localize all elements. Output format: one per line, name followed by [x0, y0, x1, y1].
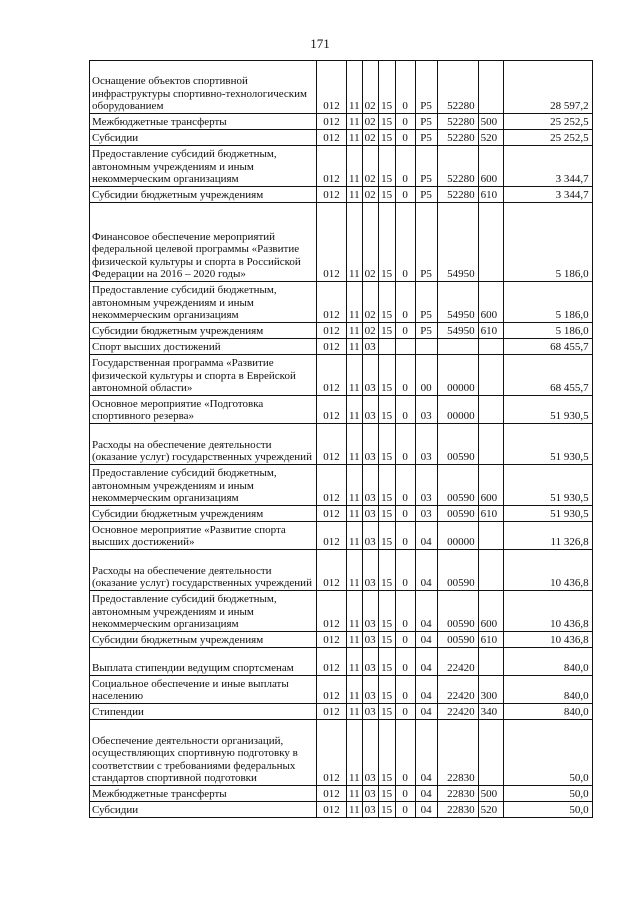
row-subsection-code: 03 [362, 676, 378, 704]
row-section-code: 11 [347, 704, 363, 720]
row-name: Оснащение объектов спортивной инфраструктуры спортивно-технологическим оборудованием [90, 61, 317, 114]
row-section-code: 11 [347, 522, 363, 550]
row-section-code: 11 [347, 550, 363, 591]
row-grbs-code: 012 [317, 424, 347, 465]
row-section-code: 11 [347, 396, 363, 424]
row-amount: 28 597,2 [503, 61, 592, 114]
row-grbs-code: 012 [317, 802, 347, 818]
row-amount: 5 186,0 [503, 282, 592, 323]
row-section-code: 11 [347, 203, 363, 282]
row-amount: 10 436,8 [503, 632, 592, 648]
table-row [90, 61, 593, 114]
row-direction-code: 22830 [437, 720, 478, 786]
row-subsection-code: 03 [362, 424, 378, 465]
row-expense-type-code: 500 [478, 786, 503, 802]
row-grbs-code: 012 [317, 323, 347, 339]
row-section-code: 11 [347, 506, 363, 522]
row-expense-type-code: 610 [478, 632, 503, 648]
table-row [90, 591, 593, 632]
row-section-code: 11 [347, 339, 363, 355]
row-subsection-code: 03 [362, 465, 378, 506]
row-event-code: P5 [415, 146, 437, 187]
row-section-code: 11 [347, 720, 363, 786]
row-direction-code: 22420 [437, 648, 478, 676]
row-program-code: 15 [378, 130, 395, 146]
table-row [90, 114, 593, 130]
row-program-code: 15 [378, 648, 395, 676]
row-subprogram-code: 0 [395, 465, 415, 506]
row-subprogram-code: 0 [395, 424, 415, 465]
row-program-code: 15 [378, 424, 395, 465]
row-grbs-code: 012 [317, 203, 347, 282]
table-body [90, 61, 593, 818]
row-section-code: 11 [347, 130, 363, 146]
row-expense-type-code: 600 [478, 282, 503, 323]
page-number: 171 [310, 36, 330, 51]
row-expense-type-code: 520 [478, 130, 503, 146]
row-event-code: P5 [415, 282, 437, 323]
table-row [90, 339, 593, 355]
row-name: Межбюджетные трансферты [90, 786, 317, 802]
row-expense-type-code: 600 [478, 591, 503, 632]
row-expense-type-code [478, 396, 503, 424]
row-direction-code: 22420 [437, 676, 478, 704]
row-amount: 840,0 [503, 676, 592, 704]
table-row [90, 704, 593, 720]
row-name: Финансовое обеспечение мероприятий федеральной целевой программы «Развитие физической культуры и спорта в Российской Федерации на 2016 – 2020 годы» [90, 203, 317, 282]
row-program-code: 15 [378, 591, 395, 632]
budget-table [89, 60, 593, 818]
row-program-code: 15 [378, 61, 395, 114]
row-event-code: 00 [415, 355, 437, 396]
table-row [90, 632, 593, 648]
row-subprogram-code: 0 [395, 786, 415, 802]
row-grbs-code: 012 [317, 648, 347, 676]
row-expense-type-code: 520 [478, 802, 503, 818]
table-row [90, 323, 593, 339]
row-program-code: 15 [378, 522, 395, 550]
row-subprogram-code: 0 [395, 802, 415, 818]
row-event-code: 04 [415, 786, 437, 802]
row-grbs-code: 012 [317, 130, 347, 146]
table-row [90, 203, 593, 282]
row-event-code: P5 [415, 323, 437, 339]
row-subsection-code: 02 [362, 114, 378, 130]
table-row [90, 506, 593, 522]
row-grbs-code: 012 [317, 632, 347, 648]
row-subprogram-code: 0 [395, 187, 415, 203]
row-program-code: 15 [378, 786, 395, 802]
row-subprogram-code: 0 [395, 591, 415, 632]
row-amount: 25 252,5 [503, 130, 592, 146]
row-name: Основное мероприятие «Подготовка спортивного резерва» [90, 396, 317, 424]
row-direction-code: 52280 [437, 187, 478, 203]
row-expense-type-code [478, 720, 503, 786]
row-expense-type-code [478, 648, 503, 676]
row-expense-type-code: 610 [478, 506, 503, 522]
row-name: Государственная программа «Развитие физической культуры и спорта в Еврейской автономной области» [90, 355, 317, 396]
table-row [90, 522, 593, 550]
row-subprogram-code: 0 [395, 61, 415, 114]
row-name: Предоставление субсидий бюджетным, автономным учреждениям и иным некоммерческим организациям [90, 282, 317, 323]
row-name: Расходы на обеспечение деятельности (оказание услуг) государственных учреждений [90, 550, 317, 591]
table-row [90, 282, 593, 323]
row-amount: 50,0 [503, 786, 592, 802]
row-subprogram-code [395, 339, 415, 355]
table-row [90, 802, 593, 818]
row-program-code: 15 [378, 465, 395, 506]
table-row [90, 465, 593, 506]
row-event-code: 04 [415, 632, 437, 648]
row-subsection-code: 03 [362, 802, 378, 818]
row-grbs-code: 012 [317, 146, 347, 187]
row-grbs-code: 012 [317, 786, 347, 802]
row-event-code: 04 [415, 648, 437, 676]
row-section-code: 11 [347, 676, 363, 704]
row-direction-code: 00000 [437, 522, 478, 550]
row-event-code: 04 [415, 802, 437, 818]
row-program-code: 15 [378, 720, 395, 786]
table-row [90, 720, 593, 786]
row-name: Субсидии бюджетным учреждениям [90, 323, 317, 339]
row-name: Субсидии бюджетным учреждениям [90, 506, 317, 522]
row-event-code: 04 [415, 550, 437, 591]
row-name: Спорт высших достижений [90, 339, 317, 355]
row-subprogram-code: 0 [395, 676, 415, 704]
row-expense-type-code: 500 [478, 114, 503, 130]
row-name: Субсидии [90, 130, 317, 146]
row-amount: 5 186,0 [503, 203, 592, 282]
row-direction-code: 00590 [437, 506, 478, 522]
row-name: Стипендии [90, 704, 317, 720]
row-subprogram-code: 0 [395, 704, 415, 720]
row-name: Предоставление субсидий бюджетным, автономным учреждениям и иным некоммерческим организациям [90, 146, 317, 187]
table-row [90, 550, 593, 591]
table-row [90, 396, 593, 424]
row-amount: 51 930,5 [503, 396, 592, 424]
row-direction-code: 54950 [437, 203, 478, 282]
row-event-code: 04 [415, 704, 437, 720]
row-section-code: 11 [347, 146, 363, 187]
row-expense-type-code: 610 [478, 323, 503, 339]
row-amount: 51 930,5 [503, 506, 592, 522]
row-subsection-code: 03 [362, 720, 378, 786]
row-program-code: 15 [378, 506, 395, 522]
row-amount: 68 455,7 [503, 355, 592, 396]
row-program-code: 15 [378, 550, 395, 591]
row-program-code: 15 [378, 355, 395, 396]
row-name: Обеспечение деятельности организаций, осуществляющих спортивную подготовку в соответствии с требованиями федеральных стандартов спортивной подготовки [90, 720, 317, 786]
row-direction-code: 22420 [437, 704, 478, 720]
row-name: Субсидии [90, 802, 317, 818]
row-direction-code: 00000 [437, 355, 478, 396]
row-section-code: 11 [347, 632, 363, 648]
row-subprogram-code: 0 [395, 323, 415, 339]
row-event-code [415, 339, 437, 355]
row-amount: 10 436,8 [503, 591, 592, 632]
row-subprogram-code: 0 [395, 282, 415, 323]
row-grbs-code: 012 [317, 522, 347, 550]
row-section-code: 11 [347, 424, 363, 465]
row-direction-code: 00000 [437, 396, 478, 424]
table-row [90, 424, 593, 465]
row-name: Предоставление субсидий бюджетным, автономным учреждениям и иным некоммерческим организациям [90, 465, 317, 506]
row-direction-code: 00590 [437, 424, 478, 465]
row-subprogram-code: 0 [395, 522, 415, 550]
row-grbs-code: 012 [317, 355, 347, 396]
row-grbs-code: 012 [317, 506, 347, 522]
row-section-code: 11 [347, 355, 363, 396]
row-expense-type-code: 300 [478, 676, 503, 704]
row-grbs-code: 012 [317, 282, 347, 323]
row-event-code: 03 [415, 396, 437, 424]
row-program-code: 15 [378, 676, 395, 704]
row-amount: 68 455,7 [503, 339, 592, 355]
row-direction-code: 00590 [437, 632, 478, 648]
row-event-code: 04 [415, 591, 437, 632]
row-expense-type-code: 600 [478, 465, 503, 506]
row-amount: 10 436,8 [503, 550, 592, 591]
row-event-code: 04 [415, 720, 437, 786]
row-direction-code: 54950 [437, 323, 478, 339]
row-program-code: 15 [378, 203, 395, 282]
row-direction-code: 52280 [437, 114, 478, 130]
row-subsection-code: 02 [362, 146, 378, 187]
row-program-code: 15 [378, 146, 395, 187]
table-row [90, 187, 593, 203]
row-program-code: 15 [378, 396, 395, 424]
row-subprogram-code: 0 [395, 550, 415, 591]
row-section-code: 11 [347, 61, 363, 114]
row-section-code: 11 [347, 187, 363, 203]
row-subsection-code: 03 [362, 550, 378, 591]
row-subprogram-code: 0 [395, 506, 415, 522]
table-row [90, 676, 593, 704]
row-event-code: P5 [415, 130, 437, 146]
row-name: Социальное обеспечение и иные выплаты населению [90, 676, 317, 704]
row-name: Расходы на обеспечение деятельности (оказание услуг) государственных учреждений [90, 424, 317, 465]
row-program-code: 15 [378, 282, 395, 323]
row-subprogram-code: 0 [395, 130, 415, 146]
row-event-code: 03 [415, 424, 437, 465]
row-amount: 51 930,5 [503, 424, 592, 465]
table-row [90, 648, 593, 676]
row-direction-code: 22830 [437, 802, 478, 818]
row-amount: 5 186,0 [503, 323, 592, 339]
row-amount: 25 252,5 [503, 114, 592, 130]
row-event-code: P5 [415, 187, 437, 203]
row-name: Предоставление субсидий бюджетным, автономным учреждениям и иным некоммерческим организациям [90, 591, 317, 632]
row-expense-type-code [478, 355, 503, 396]
row-event-code: 04 [415, 676, 437, 704]
row-subprogram-code: 0 [395, 146, 415, 187]
row-subprogram-code: 0 [395, 114, 415, 130]
row-subprogram-code: 0 [395, 648, 415, 676]
row-amount: 3 344,7 [503, 146, 592, 187]
row-subsection-code: 03 [362, 648, 378, 676]
row-grbs-code: 012 [317, 550, 347, 591]
row-grbs-code: 012 [317, 676, 347, 704]
row-grbs-code: 012 [317, 114, 347, 130]
row-amount: 840,0 [503, 648, 592, 676]
row-section-code: 11 [347, 465, 363, 506]
row-subsection-code: 03 [362, 786, 378, 802]
row-name: Субсидии бюджетным учреждениям [90, 632, 317, 648]
row-expense-type-code: 340 [478, 704, 503, 720]
row-subprogram-code: 0 [395, 203, 415, 282]
row-subprogram-code: 0 [395, 632, 415, 648]
row-subsection-code: 03 [362, 339, 378, 355]
row-direction-code: 52280 [437, 146, 478, 187]
row-program-code: 15 [378, 114, 395, 130]
table-row [90, 146, 593, 187]
row-direction-code: 00590 [437, 550, 478, 591]
row-grbs-code: 012 [317, 396, 347, 424]
row-event-code: P5 [415, 61, 437, 114]
row-expense-type-code: 600 [478, 146, 503, 187]
row-subsection-code: 03 [362, 591, 378, 632]
row-subsection-code: 02 [362, 203, 378, 282]
row-expense-type-code: 610 [478, 187, 503, 203]
row-expense-type-code [478, 550, 503, 591]
row-direction-code [437, 339, 478, 355]
row-section-code: 11 [347, 802, 363, 818]
row-section-code: 11 [347, 323, 363, 339]
row-grbs-code: 012 [317, 704, 347, 720]
row-expense-type-code [478, 424, 503, 465]
row-program-code: 15 [378, 802, 395, 818]
row-grbs-code: 012 [317, 339, 347, 355]
row-event-code: P5 [415, 114, 437, 130]
row-subprogram-code: 0 [395, 720, 415, 786]
row-grbs-code: 012 [317, 187, 347, 203]
row-subsection-code: 02 [362, 187, 378, 203]
row-name: Выплата стипендии ведущим спортсменам [90, 648, 317, 676]
row-subsection-code: 03 [362, 632, 378, 648]
row-expense-type-code [478, 339, 503, 355]
row-section-code: 11 [347, 648, 363, 676]
row-program-code [378, 339, 395, 355]
row-program-code: 15 [378, 632, 395, 648]
row-subsection-code: 03 [362, 506, 378, 522]
row-grbs-code: 012 [317, 61, 347, 114]
row-direction-code: 52280 [437, 61, 478, 114]
row-subprogram-code: 0 [395, 355, 415, 396]
row-direction-code: 00590 [437, 465, 478, 506]
row-event-code: 04 [415, 522, 437, 550]
row-name: Межбюджетные трансферты [90, 114, 317, 130]
row-event-code: 03 [415, 506, 437, 522]
row-amount: 50,0 [503, 720, 592, 786]
row-event-code: 03 [415, 465, 437, 506]
row-section-code: 11 [347, 282, 363, 323]
row-subprogram-code: 0 [395, 396, 415, 424]
row-program-code: 15 [378, 323, 395, 339]
row-name: Основное мероприятие «Развитие спорта высших достижений» [90, 522, 317, 550]
row-subsection-code: 02 [362, 61, 378, 114]
row-grbs-code: 012 [317, 465, 347, 506]
row-subsection-code: 02 [362, 130, 378, 146]
row-direction-code: 52280 [437, 130, 478, 146]
row-expense-type-code [478, 203, 503, 282]
table-row [90, 786, 593, 802]
table-row [90, 355, 593, 396]
row-section-code: 11 [347, 114, 363, 130]
row-expense-type-code [478, 61, 503, 114]
row-grbs-code: 012 [317, 591, 347, 632]
row-direction-code: 54950 [437, 282, 478, 323]
row-subsection-code: 02 [362, 323, 378, 339]
row-grbs-code: 012 [317, 720, 347, 786]
row-amount: 3 344,7 [503, 187, 592, 203]
row-direction-code: 00590 [437, 591, 478, 632]
row-program-code: 15 [378, 704, 395, 720]
row-amount: 11 326,8 [503, 522, 592, 550]
row-subsection-code: 03 [362, 522, 378, 550]
row-event-code: P5 [415, 203, 437, 282]
row-subsection-code: 03 [362, 704, 378, 720]
table-row [90, 130, 593, 146]
row-program-code: 15 [378, 187, 395, 203]
row-amount: 840,0 [503, 704, 592, 720]
row-expense-type-code [478, 522, 503, 550]
row-section-code: 11 [347, 786, 363, 802]
row-subsection-code: 03 [362, 355, 378, 396]
row-direction-code: 22830 [437, 786, 478, 802]
row-section-code: 11 [347, 591, 363, 632]
row-amount: 51 930,5 [503, 465, 592, 506]
row-subsection-code: 03 [362, 396, 378, 424]
row-amount: 50,0 [503, 802, 592, 818]
row-subsection-code: 02 [362, 282, 378, 323]
row-name: Субсидии бюджетным учреждениям [90, 187, 317, 203]
